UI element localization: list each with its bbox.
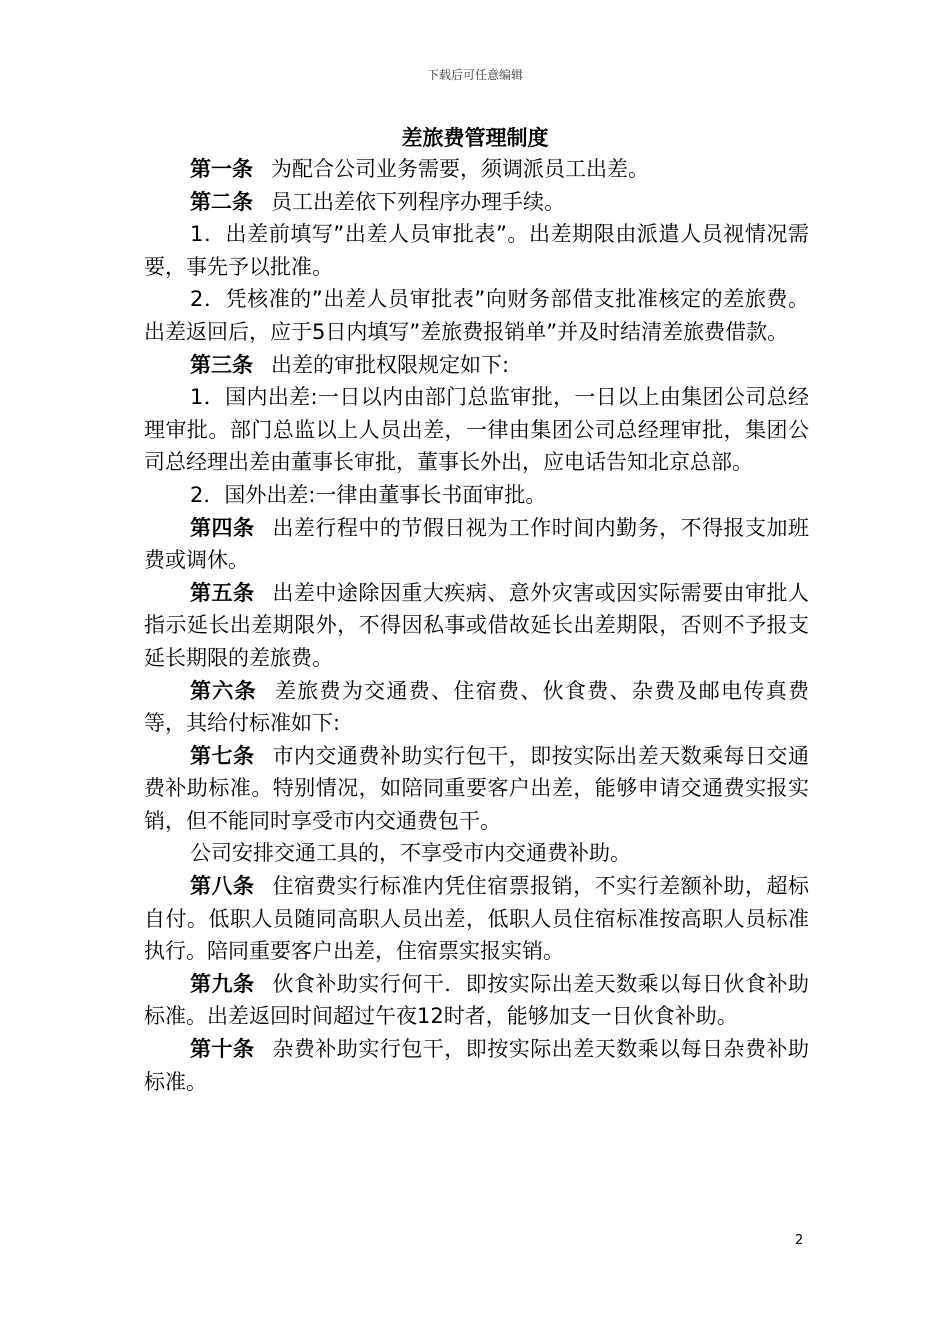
page-number: 2: [795, 1233, 804, 1248]
paragraph-text: 杂费补助实行包干，即按实际出差天数乘以每日杂费补助标准。: [144, 1037, 810, 1094]
article-heading: 第十条: [190, 1037, 255, 1062]
paragraph-text: 2．国外出差:一律由董事长书面审批。: [190, 482, 547, 507]
paragraph-item: [144, 283, 809, 348]
paragraph-article-7: [144, 740, 809, 838]
article-heading: 第二条: [190, 189, 253, 214]
paragraph-item: [144, 479, 809, 512]
paragraph-text: 出差中途除因重大疾病、意外灾害或因实际需要由审批人指示延长出差期限外，不得因私事或借故延长出差期限，否则不予报支延长期限的差旅费。: [144, 580, 810, 670]
document-body: [144, 153, 809, 1098]
article-heading: 第七条: [190, 743, 255, 768]
paragraph-text: 差旅费为交通费、住宿费、伙食费、杂费及邮电传真费等，其给付标准如下:: [144, 678, 810, 736]
paragraph-text: 公司安排交通工具的，不享受市内交通费补助。: [190, 841, 631, 866]
article-heading: 第九条: [190, 971, 255, 996]
document-title: 差旅费管理制度: [401, 126, 549, 150]
article-heading: 第六条: [190, 678, 257, 703]
paragraph-text: 出差行程中的节假日视为工作时间内勤务，不得报支加班费或调休。: [144, 515, 810, 573]
article-heading: 第五条: [190, 580, 255, 605]
paragraph-article-2: [144, 186, 809, 219]
paragraph-text: 员工出差依下列程序办理手续。: [271, 189, 565, 214]
paragraph-text: 出差的审批权限规定如下:: [271, 352, 510, 377]
paragraph-item: [144, 218, 809, 283]
paragraph-text: 伙食补助实行何干．即按实际出差天数乘以每日伙食补助标准。出差返回时间超过午夜12时者，能够加支一日伙食补助。: [144, 971, 810, 1029]
paragraph-article-4: [144, 512, 809, 577]
paragraph-item: [144, 381, 809, 479]
paragraph-text: 市内交通费补助实行包干，即按实际出差天数乘每日交通费补助标准。特别情况，如陪同重要客户出差，能够申请交通费实报实销，但不能同时享受市内交通费包干。: [144, 743, 810, 833]
paragraph-article-8: [144, 870, 809, 968]
paragraph-text: 1．出差前填写”出差人员审批表”。出差期限由派遣人员视情况需要，事先予以批准。: [144, 222, 809, 279]
paragraph-item: [144, 837, 809, 870]
paragraph-article-9: [144, 968, 809, 1033]
paragraph-article-5: [144, 577, 809, 675]
article-heading: 第三条: [190, 352, 253, 377]
article-heading: 第八条: [190, 874, 255, 899]
paragraph-article-10: [144, 1033, 809, 1098]
article-heading: 第一条: [190, 157, 253, 181]
page-header-note: 下载后可任意编辑: [426, 68, 523, 82]
paragraph-text: 为配合公司业务需要，须调派员工出差。: [271, 157, 649, 181]
paragraph-article-6: [144, 675, 809, 740]
paragraph-text: 住宿费实行标准内凭住宿票报销，不实行差额补助，超标自付。低职人员随同高职人员出差，低职人员住宿标准按高职人员标准执行。陪同重要客户出差，住宿票实报实销。: [144, 874, 810, 964]
paragraph-text: 2．凭核准的”出差人员审批表”向财务部借支批准核定的差旅费。出差返回后，应于5日内填写”差旅费报销单”并及时结清差旅费借款。: [144, 287, 809, 344]
paragraph-article-3: [144, 349, 809, 382]
article-heading: 第四条: [190, 515, 255, 540]
paragraph-text: 1．国内出差:一日以内由部门总监审批，一日以上由集团公司总经理审批。部门总监以上人员出差，一律由集团公司总经理审批，集团公司总经理出差由董事长审批，董事长外出，应电话告知北京总部。: [144, 385, 809, 475]
paragraph-article-1: [144, 153, 809, 186]
